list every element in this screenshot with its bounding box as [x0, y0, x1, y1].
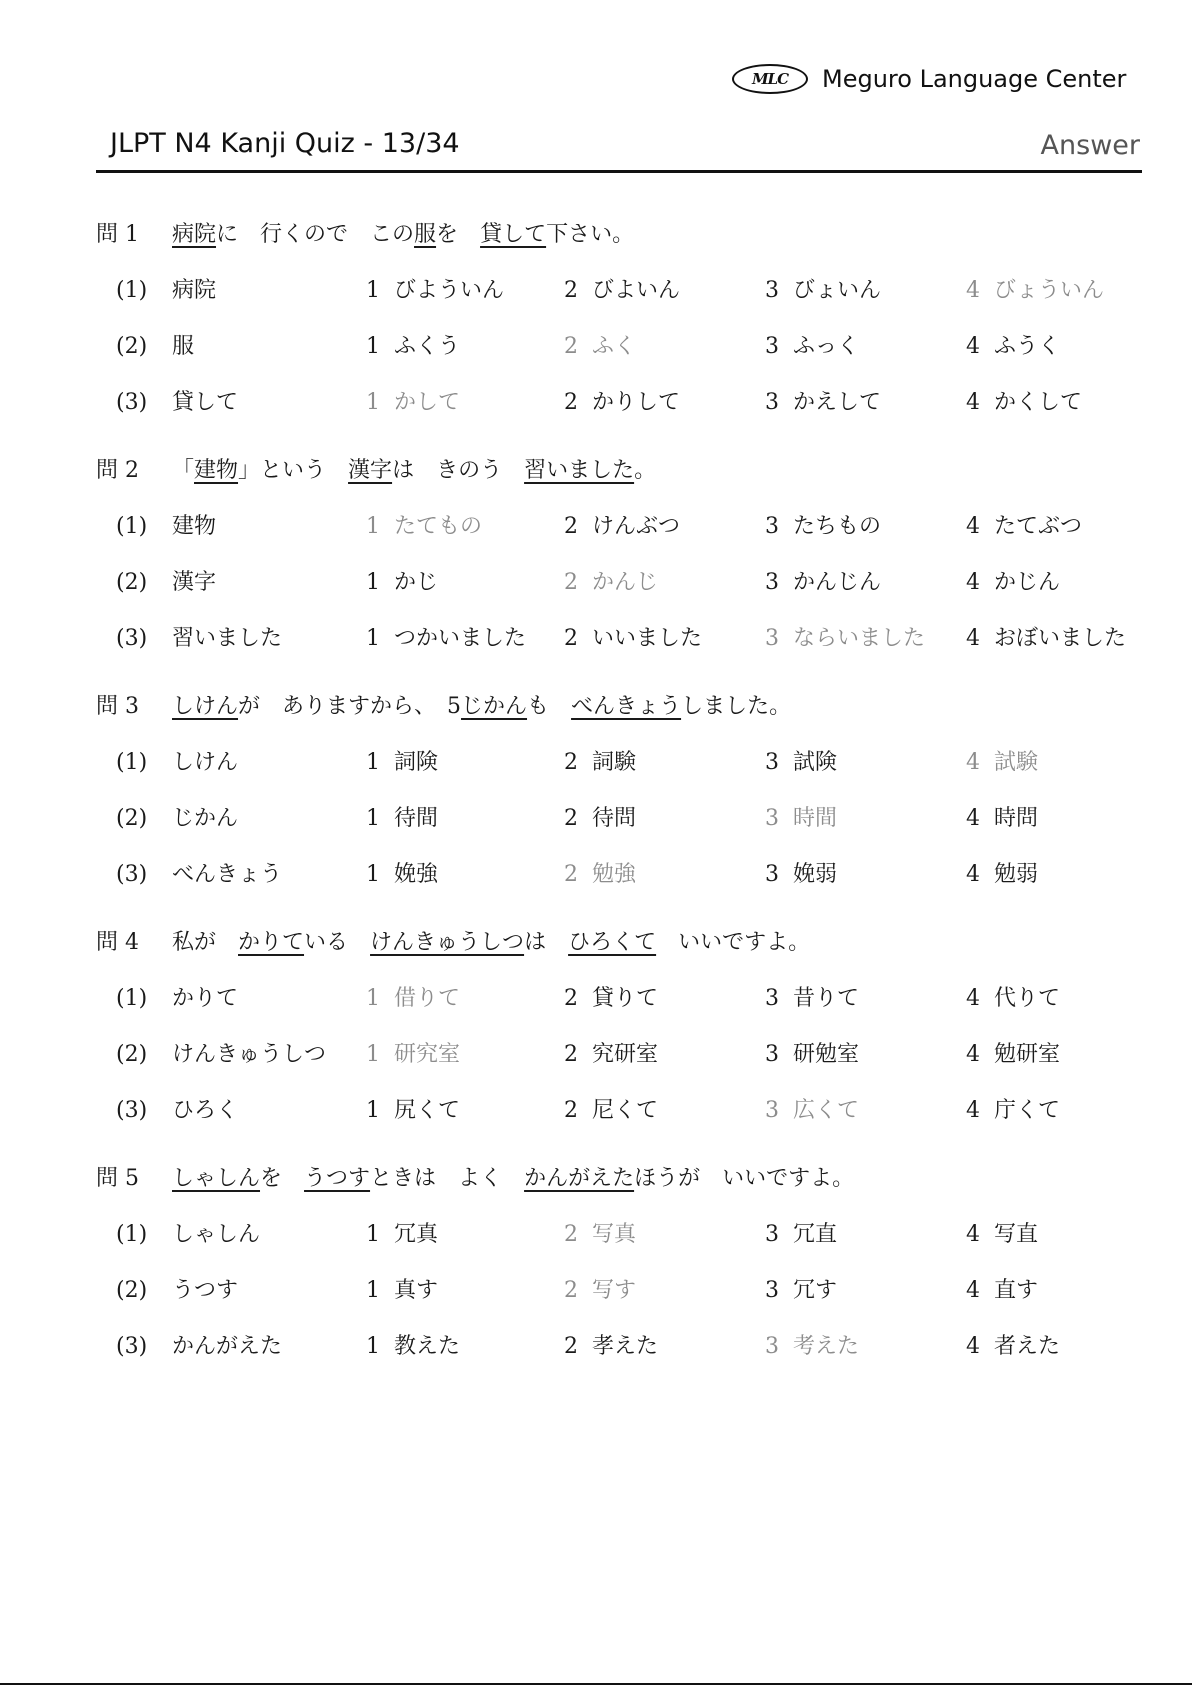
option-number: 1: [366, 806, 380, 831]
sentence-text: 「: [172, 458, 195, 483]
correct-option: [765, 1094, 859, 1128]
option-text: たてもの: [394, 514, 483, 539]
option-number: 4: [966, 1098, 980, 1123]
answer-option: [966, 1274, 1038, 1308]
item-label: (1): [116, 1222, 148, 1247]
option-text: びよいん: [592, 278, 681, 303]
correct-option: [765, 1330, 859, 1364]
option-text: びよういん: [394, 278, 505, 303]
answer-option: [966, 1218, 1038, 1252]
option-text: 試験: [994, 750, 1039, 775]
correct-option: [366, 510, 482, 544]
option-number: 3: [765, 626, 779, 651]
answer-option: [564, 1330, 658, 1364]
answer-option: [966, 982, 1060, 1016]
option-number: 1: [366, 278, 380, 303]
option-text: かえして: [793, 390, 882, 415]
option-text: 貸りて: [592, 986, 659, 1011]
answer-row: [0, 566, 1192, 600]
logo: [732, 62, 1126, 96]
underlined-term: うつす: [304, 1166, 371, 1191]
sentence-text: に 行くので この: [216, 222, 415, 247]
answer-option: [765, 982, 859, 1016]
item-word: うつす: [172, 1278, 239, 1303]
answer-row: [0, 330, 1192, 364]
option-number: 4: [966, 1042, 980, 1067]
item-word: 貸して: [172, 390, 239, 415]
option-text: ふく: [592, 334, 637, 359]
answer-row: [0, 1038, 1192, 1072]
option-number: 2: [564, 1222, 578, 1247]
answer-row: [0, 858, 1192, 892]
question-sentence: [172, 926, 810, 960]
option-text: 借りて: [394, 986, 461, 1011]
answer-option: [966, 622, 1126, 656]
option-number: 3: [765, 1334, 779, 1359]
option-number: 4: [966, 806, 980, 831]
sentence-text: ほうが いいですよ。: [634, 1166, 855, 1191]
option-number: 3: [765, 1278, 779, 1303]
option-text: びょいん: [793, 278, 882, 303]
correct-option: [366, 386, 460, 420]
item-label: (2): [116, 806, 148, 831]
option-text: 考えた: [793, 1334, 860, 1359]
option-number: 1: [366, 1042, 380, 1067]
item-word: しゃしん: [172, 1222, 261, 1247]
correct-option: [765, 802, 837, 836]
answer-option: [966, 1094, 1060, 1128]
answer-row: [0, 622, 1192, 656]
option-number: 4: [966, 570, 980, 595]
answer-option: [765, 386, 881, 420]
underlined-term: 習いました: [524, 458, 635, 483]
item-label: (2): [116, 1042, 148, 1067]
option-text: 時間: [793, 806, 838, 831]
answer-option: [564, 386, 680, 420]
answer-option: [366, 858, 438, 892]
answer-option: [366, 1218, 438, 1252]
answer-option: [966, 386, 1082, 420]
option-number: 2: [564, 750, 578, 775]
underlined-term: 漢字: [348, 458, 393, 483]
option-text: 時問: [994, 806, 1039, 831]
item-word: 建物: [172, 514, 217, 539]
option-number: 3: [765, 278, 779, 303]
option-number: 1: [366, 514, 380, 539]
item-label: (1): [116, 986, 148, 1011]
option-text: ならいました: [793, 626, 926, 651]
sentence-text: ときは よく: [370, 1166, 525, 1191]
answer-row: [0, 1094, 1192, 1128]
option-text: 写真: [592, 1222, 637, 1247]
question-sentence: [172, 218, 634, 252]
sentence-text: が ありますから、 5: [238, 694, 462, 719]
option-text: 真す: [394, 1278, 439, 1303]
option-number: 4: [966, 514, 980, 539]
option-number: 4: [966, 750, 980, 775]
underlined-term: しけん: [172, 694, 239, 719]
answer-option: [765, 1274, 837, 1308]
sentence-text: しました。: [681, 694, 792, 719]
answer-option: [564, 1094, 658, 1128]
option-text: 詞険: [394, 750, 439, 775]
option-text: 広くて: [793, 1098, 860, 1123]
option-text: 娩弱: [793, 862, 838, 887]
answer-option: [564, 802, 636, 836]
question-number: 問 4: [96, 930, 139, 955]
option-number: 2: [564, 862, 578, 887]
correct-option: [366, 982, 460, 1016]
sentence-text: 。: [634, 458, 657, 483]
underlined-term: 貸して: [480, 222, 547, 247]
option-text: 究研室: [592, 1042, 659, 1067]
option-text: 者えた: [994, 1334, 1061, 1359]
option-number: 4: [966, 986, 980, 1011]
answer-option: [564, 622, 702, 656]
item-label: (3): [116, 390, 148, 415]
option-text: 昔りて: [793, 986, 860, 1011]
answer-row: [0, 1274, 1192, 1308]
item-label: (2): [116, 334, 148, 359]
item-label: (1): [116, 514, 148, 539]
option-number: 3: [765, 986, 779, 1011]
answer-option: [564, 274, 680, 308]
underlined-term: かりて: [238, 930, 305, 955]
answer-option: [966, 802, 1038, 836]
option-number: 2: [564, 626, 578, 651]
sentence-text: も: [527, 694, 572, 719]
option-text: 詞験: [592, 750, 637, 775]
option-text: かくして: [994, 390, 1083, 415]
answer-row: [0, 1330, 1192, 1364]
answer-option: [366, 330, 460, 364]
option-number: 3: [765, 1098, 779, 1123]
sentence-text: 」という: [238, 458, 349, 483]
sentence-text: は きのう: [392, 458, 525, 483]
option-number: 3: [765, 862, 779, 887]
option-text: 試険: [793, 750, 838, 775]
answer-option: [966, 1038, 1060, 1072]
option-number: 1: [366, 1222, 380, 1247]
option-number: 3: [765, 570, 779, 595]
option-number: 4: [966, 862, 980, 887]
option-number: 1: [366, 986, 380, 1011]
option-number: 1: [366, 390, 380, 415]
question-number: 問 3: [96, 694, 139, 719]
answer-option: [966, 330, 1060, 364]
underlined-term: 病院: [172, 222, 217, 247]
answer-option: [765, 510, 881, 544]
item-word: 習いました: [172, 626, 283, 651]
option-number: 3: [765, 390, 779, 415]
option-number: 2: [564, 334, 578, 359]
answer-option: [366, 622, 526, 656]
sentence-text: いいですよ。: [656, 930, 811, 955]
answer-option: [366, 1094, 460, 1128]
option-number: 1: [366, 1098, 380, 1123]
logo-mark: MLC: [732, 64, 808, 94]
option-number: 3: [765, 1222, 779, 1247]
option-text: つかいました: [394, 626, 527, 651]
item-word: じかん: [172, 806, 239, 831]
question-number: 問 2: [96, 458, 139, 483]
option-text: 待間: [394, 806, 439, 831]
answer-label: Answer: [1040, 130, 1140, 161]
answer-option: [366, 802, 438, 836]
item-word: かりて: [172, 986, 239, 1011]
option-text: 勉弱: [994, 862, 1039, 887]
option-text: ふっく: [793, 334, 860, 359]
item-label: (2): [116, 1278, 148, 1303]
answer-option: [765, 858, 837, 892]
option-number: 4: [966, 390, 980, 415]
option-number: 3: [765, 514, 779, 539]
option-text: たてぶつ: [994, 514, 1083, 539]
answer-option: [564, 510, 680, 544]
option-number: 4: [966, 278, 980, 303]
option-text: 勉強: [592, 862, 637, 887]
option-number: 2: [564, 1334, 578, 1359]
option-number: 2: [564, 514, 578, 539]
option-number: 3: [765, 334, 779, 359]
answer-row: [0, 274, 1192, 308]
option-text: かんじん: [793, 570, 882, 595]
item-label: (1): [116, 750, 148, 775]
answer-option: [966, 566, 1060, 600]
item-label: (2): [116, 570, 148, 595]
answer-option: [564, 982, 658, 1016]
option-text: 娩強: [394, 862, 439, 887]
option-number: 4: [966, 334, 980, 359]
option-number: 1: [366, 862, 380, 887]
item-word: 病院: [172, 278, 217, 303]
option-text: 教えた: [394, 1334, 461, 1359]
answer-option: [765, 274, 881, 308]
item-label: (3): [116, 1098, 148, 1123]
item-word: 漢字: [172, 570, 217, 595]
question-sentence: [172, 690, 791, 724]
answer-option: [564, 1038, 658, 1072]
option-text: 庁くて: [994, 1098, 1061, 1123]
item-label: (3): [116, 1334, 148, 1359]
question-sentence: [172, 454, 656, 488]
answer-option: [765, 330, 859, 364]
option-text: 勉研室: [994, 1042, 1061, 1067]
answer-row: [0, 746, 1192, 780]
correct-option: [564, 858, 636, 892]
answer-option: [366, 274, 504, 308]
option-number: 2: [564, 1098, 578, 1123]
option-text: びょういん: [994, 278, 1105, 303]
option-text: 直す: [994, 1278, 1039, 1303]
option-number: 2: [564, 806, 578, 831]
option-number: 1: [366, 570, 380, 595]
answer-row: [0, 510, 1192, 544]
underlined-term: ひろくて: [568, 930, 657, 955]
correct-option: [564, 330, 636, 364]
option-text: 冗真: [394, 1222, 439, 1247]
option-number: 4: [966, 1334, 980, 1359]
sentence-text: 下さい。: [546, 222, 635, 247]
underlined-term: けんきゅうしつ: [370, 930, 525, 955]
question-number: 問 1: [96, 222, 139, 247]
correct-option: [366, 1038, 460, 1072]
option-text: 冗す: [793, 1278, 838, 1303]
underlined-term: じかん: [461, 694, 528, 719]
option-text: 冗直: [793, 1222, 838, 1247]
title-bar: [96, 126, 1142, 173]
option-number: 1: [366, 1334, 380, 1359]
option-text: かじん: [994, 570, 1061, 595]
answer-option: [366, 746, 438, 780]
item-word: けんきゅうしつ: [172, 1042, 327, 1067]
correct-option: [564, 1274, 636, 1308]
answer-option: [366, 1330, 460, 1364]
correct-option: [564, 566, 658, 600]
answer-option: [765, 1038, 859, 1072]
option-text: かんじ: [592, 570, 659, 595]
option-number: 4: [966, 1278, 980, 1303]
underlined-term: かんがえた: [524, 1166, 635, 1191]
option-number: 1: [366, 334, 380, 359]
item-word: べんきょう: [172, 862, 283, 887]
option-number: 2: [564, 390, 578, 415]
option-number: 4: [966, 626, 980, 651]
option-number: 3: [765, 806, 779, 831]
option-number: 3: [765, 1042, 779, 1067]
sentence-text: 私が: [172, 930, 239, 955]
option-number: 2: [564, 1278, 578, 1303]
question-sentence: [172, 1162, 854, 1196]
option-number: 1: [366, 1278, 380, 1303]
option-number: 1: [366, 626, 380, 651]
answer-option: [966, 1330, 1060, 1364]
answer-row: [0, 982, 1192, 1016]
question-number: 問 5: [96, 1166, 139, 1191]
option-number: 2: [564, 278, 578, 303]
option-text: いいました: [592, 626, 703, 651]
correct-option: [966, 746, 1038, 780]
answer-option: [966, 858, 1038, 892]
answer-option: [366, 566, 438, 600]
option-text: 写す: [592, 1278, 637, 1303]
option-text: たちもの: [793, 514, 882, 539]
option-text: 写直: [994, 1222, 1039, 1247]
answer-option: [765, 1218, 837, 1252]
sentence-text: は: [524, 930, 569, 955]
option-text: ふうく: [994, 334, 1061, 359]
item-word: ひろく: [172, 1098, 239, 1123]
sentence-text: いる: [304, 930, 371, 955]
answer-option: [765, 746, 837, 780]
item-word: しけん: [172, 750, 239, 775]
answer-option: [366, 1274, 438, 1308]
center-name: Meguro Language Center: [822, 65, 1127, 93]
option-text: 待問: [592, 806, 637, 831]
option-number: 4: [966, 1222, 980, 1247]
option-number: 2: [564, 986, 578, 1011]
option-text: おぼいました: [994, 626, 1127, 651]
sentence-text: を: [260, 1166, 305, 1191]
correct-option: [765, 622, 925, 656]
item-label: (3): [116, 862, 148, 887]
option-text: かじ: [394, 570, 439, 595]
option-text: 尼くて: [592, 1098, 659, 1123]
correct-option: [564, 1218, 636, 1252]
option-text: 尻くて: [394, 1098, 461, 1123]
option-text: かして: [394, 390, 461, 415]
underlined-term: しゃしん: [172, 1166, 261, 1191]
option-number: 3: [765, 750, 779, 775]
option-text: ふくう: [394, 334, 461, 359]
answer-row: [0, 1218, 1192, 1252]
item-label: (1): [116, 278, 148, 303]
option-text: 孝えた: [592, 1334, 659, 1359]
option-number: 2: [564, 1042, 578, 1067]
item-word: 服: [172, 334, 195, 359]
option-number: 2: [564, 570, 578, 595]
answer-row: [0, 386, 1192, 420]
option-text: 研究室: [394, 1042, 461, 1067]
answer-option: [966, 510, 1082, 544]
underlined-term: 建物: [194, 458, 239, 483]
option-text: かりして: [592, 390, 681, 415]
underlined-term: べんきょう: [571, 694, 682, 719]
underlined-term: 服: [414, 222, 437, 247]
item-word: かんがえた: [172, 1334, 283, 1359]
option-text: けんぶつ: [592, 514, 681, 539]
answer-row: [0, 802, 1192, 836]
answer-option: [564, 746, 636, 780]
page-title: JLPT N4 Kanji Quiz - 13/34: [110, 128, 460, 159]
answer-option: [765, 566, 881, 600]
correct-option: [966, 274, 1104, 308]
option-text: 代りて: [994, 986, 1061, 1011]
option-text: 研勉室: [793, 1042, 860, 1067]
item-label: (3): [116, 626, 148, 651]
sentence-text: を: [436, 222, 481, 247]
option-number: 1: [366, 750, 380, 775]
